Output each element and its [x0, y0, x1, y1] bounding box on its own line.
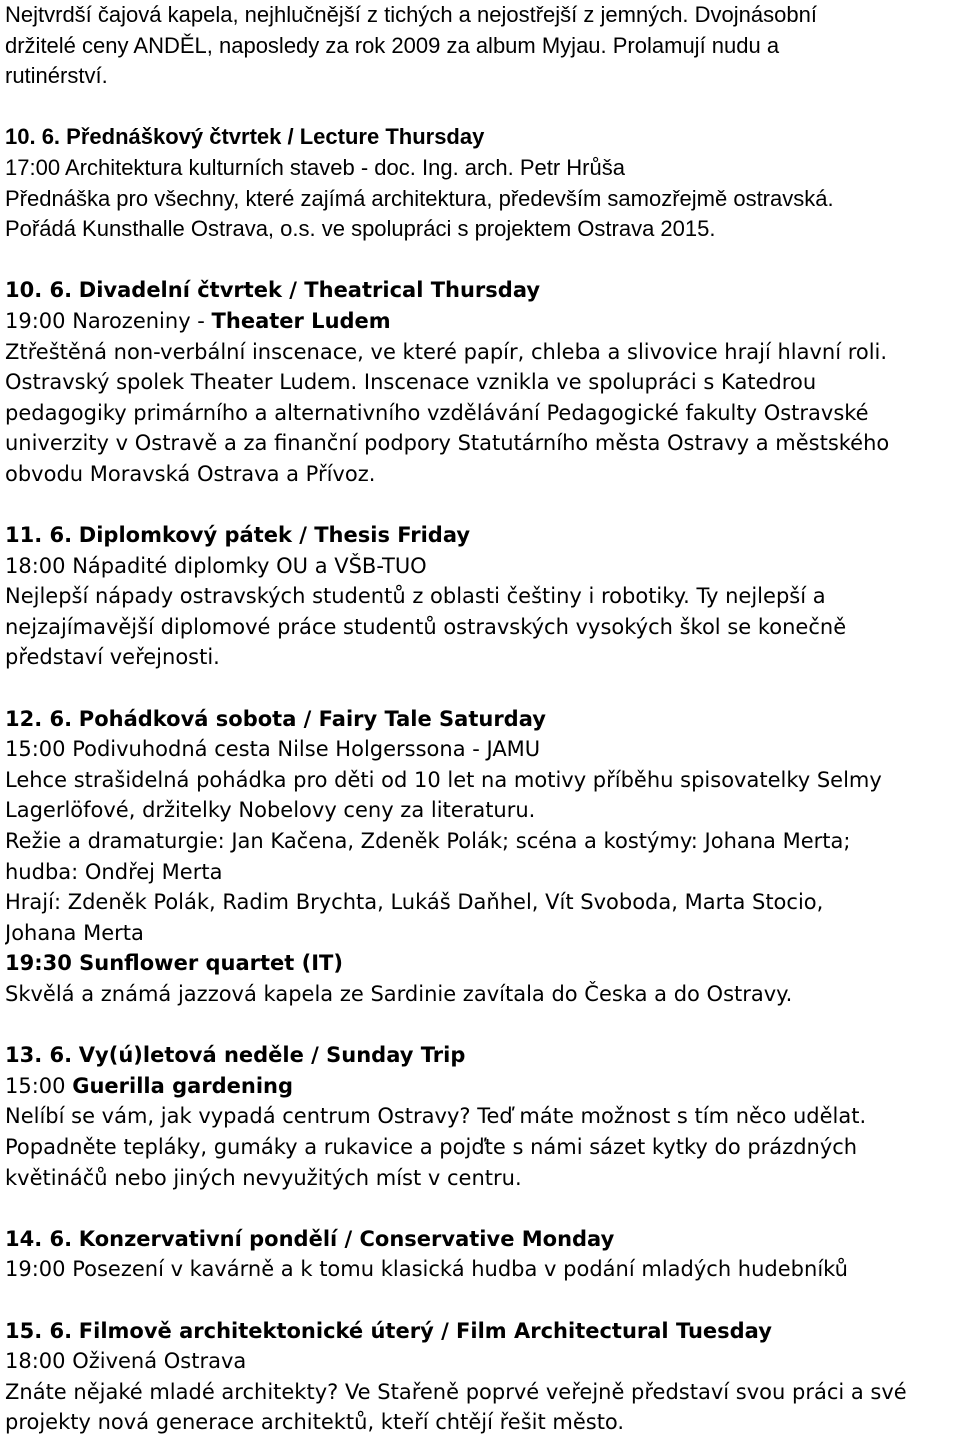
event-description: univerzity v Ostravě a za finanční podpory Statutárního města Ostravy a městského [5, 431, 890, 456]
event-description: nejzajímavější diplomové práce studentů ostravských vysokých škol se konečně [5, 614, 847, 639]
intro-line: Nejtvrdší čajová kapela, nejhlučnější z tichých a nejostřejší z jemných. Dvojnásobní [5, 2, 817, 27]
event-credits: hudba: Ondřej Merta [5, 859, 223, 884]
event-performer: Theater Ludem [211, 308, 391, 333]
event-title: Vy(ú)letová neděle / Sunday Trip [78, 1043, 466, 1068]
event-time: 18:00 Nápadité diplomky OU a VŠB-TUO [5, 553, 427, 578]
event-date: 13. 6. [5, 1043, 73, 1068]
event-time: 19:00 Narozeniny - Theater Ludem [5, 308, 391, 333]
event-title: Pohádková sobota / Fairy Tale Saturday [78, 706, 546, 731]
event-cast: Hrají: Zdeněk Polák, Radim Brychta, Lukáš Daňhel, Vít Svoboda, Marta Stocio, [5, 890, 824, 915]
event-date: 15. 6. [5, 1318, 73, 1343]
event-description: Lehce strašidelná pohádka pro děti od 10 let na motivy příběhu spisovatelky Selmy [5, 767, 882, 792]
event-description: Nejlepší nápady ostravských studentů z oblasti češtiny i robotiky. Ty nejlepší a [5, 584, 826, 609]
event-time: 18:00 Oživená Ostrava [5, 1349, 247, 1374]
event-credits: Režie a dramaturgie: Jan Kačena, Zdeněk Polák; scéna a kostýmy: Johana Merta; [5, 829, 851, 854]
event-date: 10. 6. [5, 278, 73, 303]
event-description: Popadněte tepláky, gumáky a rukavice a pojďte s námi sázet kytky do prázdných [5, 1134, 858, 1159]
event-time: 15:00 Guerilla gardening [5, 1073, 294, 1098]
event-heading [5, 1224, 957, 1255]
event-description: Pořádá Kunsthalle Ostrava, o.s. ve spolupráci s projektem Ostrava 2015. [5, 216, 716, 242]
event-time: 15:00 Podivuhodná cesta Nilse Holgerssona - JAMU [5, 737, 541, 762]
event-description: květináčů nebo jiných nevyužitých míst v centru. [5, 1165, 522, 1190]
event-description: projekty nová generace architektů, kteří chtějí řešit město. [5, 1410, 625, 1435]
event-heading [5, 275, 957, 306]
event-description: Ostravský spolek Theater Ludem. Inscenace vznikla ve spolupráci s Katedrou [5, 370, 817, 395]
event-heading [5, 122, 957, 153]
event-description: Lagerlöfové, držitelky Nobelovy ceny za literaturu. [5, 798, 536, 823]
event-date: 14. 6. [5, 1226, 73, 1251]
event-time: 17:00 Architektura kulturních staveb - doc. Ing. arch. Petr Hrůša [5, 154, 625, 180]
event-description: pedagogiky primárního a alternativního vzdělávání Pedagogické fakulty Ostravské [5, 400, 869, 425]
event-performer: Guerilla gardening [72, 1073, 294, 1098]
event-description: Nelíbí se vám, jak vypadá centrum Ostravy? Teď máte možnost s tím něco udělat. [5, 1104, 867, 1129]
event-heading [5, 520, 957, 551]
event-title: Přednáškový čtvrtek / Lecture Thursday [66, 124, 485, 150]
event-title: Diplomkový pátek / Thesis Friday [78, 523, 471, 548]
intro-line: držitelé ceny ANDĚL, naposledy za rok 2009 za album Myjau. Prolamují nudu a [5, 32, 780, 58]
event-description: Ztřeštěná non-verbální inscenace, ve které papír, chleba a slivovice hrají hlavní roli. [5, 339, 888, 364]
event-heading [5, 1040, 957, 1071]
event-description: obvodu Moravská Ostrava a Přívoz. [5, 461, 376, 486]
event-title: Filmově architektonické úterý / Film Architectural Tuesday [78, 1318, 772, 1343]
event-heading [5, 1316, 957, 1347]
event-date: 11. 6. [5, 523, 73, 548]
event-date: 10. 6. [5, 124, 61, 150]
event-description: Znáte nějaké mladé architekty? Ve Stařeně poprvé veřejně představí svou práci a své [5, 1379, 907, 1404]
event-title: Konzervativní pondělí / Conservative Monday [78, 1226, 615, 1251]
event-description: Přednáška pro všechny, které zajímá architektura, především samozřejmě ostravská. [5, 185, 834, 211]
event-cast: Johana Merta [5, 920, 144, 945]
event-time: 19:00 Posezení v kavárně a k tomu klasická hudba v podání mladých hudebníků [5, 1257, 848, 1282]
event-description: představí veřejnosti. [5, 645, 220, 670]
event-date: 12. 6. [5, 706, 73, 731]
document-body [5, 0, 957, 1438]
event-title: Divadelní čtvrtek / Theatrical Thursday [78, 278, 541, 303]
event-heading [5, 704, 957, 735]
intro-line: rutinérství. [5, 63, 108, 89]
event-description: Skvělá a známá jazzová kapela ze Sardinie zavítala do Česka a do Ostravy. [5, 982, 793, 1006]
event-time-bold: 19:30 Sunflower quartet (IT) [5, 951, 343, 976]
